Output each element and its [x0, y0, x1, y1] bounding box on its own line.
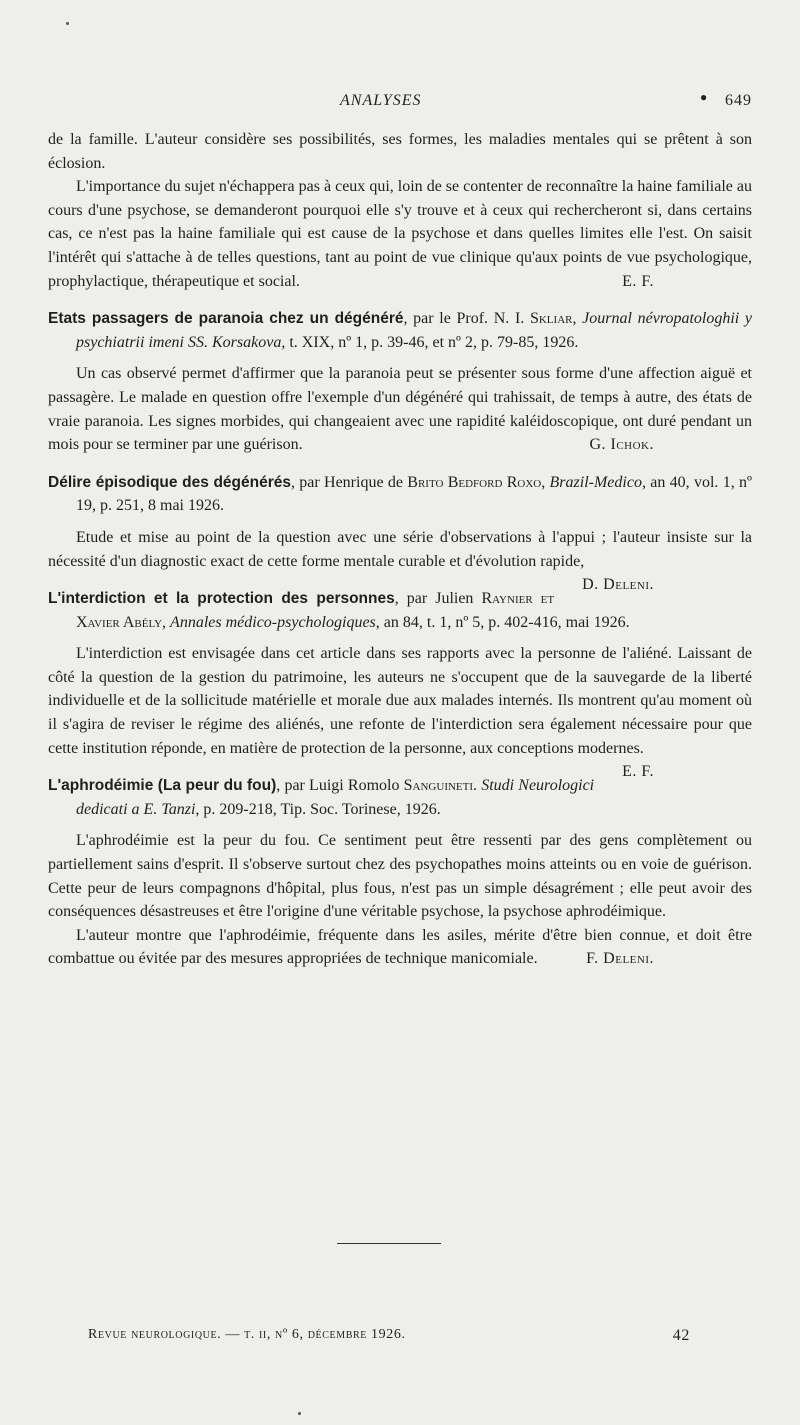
article-title: Etats passagers de paranoia chez un dégénéré: [48, 310, 404, 328]
reference-details: , an 40, vol. 1, nº 19, p. 251, 8 mai 1926.: [76, 473, 752, 515]
journal-name: Journal névropatologhii y psychiatrii imeni SS. Korsakova: [76, 310, 753, 351]
review-paragraph: [48, 642, 752, 781]
page-body: [48, 128, 752, 971]
review-entry: [48, 587, 752, 781]
article-title: L'aphrodéimie (La peur du fou): [48, 777, 277, 795]
end-rule: [337, 1243, 441, 1244]
journal-name: Studi Neurologici dedicati a E. Tanzi: [76, 777, 595, 818]
review-entry: [48, 774, 752, 971]
review-entries: [48, 307, 752, 971]
review-paragraph-text: Etude et mise au point de la question avec une série d'observations à l'appui ; l'auteur insiste sur la nécessité d'un diagnostic exact de cette forme mentale curable et d'évolution rapide,: [48, 528, 752, 570]
reviewer-signature: E. F.: [622, 763, 654, 781]
journal-name: Annales médico-psychologiques: [170, 613, 376, 631]
author-name: Brito Bedford Roxo: [407, 473, 542, 491]
ink-speck: [66, 22, 69, 25]
spacer: [48, 634, 752, 642]
reference-details: , p. 209-218, Tip. Soc. Torinese, 1926.: [195, 800, 441, 818]
author-name: Skliar: [529, 310, 573, 328]
reference-prefix: , par Henrique de: [290, 473, 408, 491]
reference-prefix: , par Julien: [394, 590, 482, 608]
intro-paragraph-2: [48, 175, 752, 293]
spacer: [48, 821, 752, 829]
footer-journal: Revue neurologique. — t. ii, nº 6, décembre 1926.: [88, 1327, 406, 1342]
ink-speck: [298, 1412, 301, 1415]
running-title: ANALYSES: [340, 92, 422, 109]
reference-details: , t. XIX, nº 1, p. 39-46, et nº 2, p. 79-85, 1926.: [281, 333, 579, 351]
page-number: 649: [725, 92, 752, 109]
reference-separator: .: [473, 777, 482, 795]
reference-separator: ,: [162, 613, 171, 631]
spacer: [48, 518, 752, 526]
intro-paragraph-2-text: L'importance du sujet n'échappera pas à ceux qui, loin de se contenter de reconnaître la haine familiale au cours d'une psychose, se demanderont pourquoi elle s'y trouve et à ceux qui rechercheront si, dans certains cas, ce n'est pas la haine familiale qui est cause de la psychose et dans quelles limites elle l'est. On saisit l'intérêt qui s'attache à de telles questions, tant au point de vue clinique qu'aux points de vue psychologique, prophylactique, thérapeutique et social.: [48, 178, 752, 290]
spacer: [48, 354, 752, 362]
intro-paragraph-1: de la famille. L'auteur considère ses possibilités, ses formes, les maladies mentales qui se prêtent à son éclosion.: [48, 131, 752, 172]
review-paragraph-text: Un cas observé permet d'affirmer que la paranoia peut se présenter sous forme d'une affection aiguë et passagère. Le malade en question offre l'exemple d'un dégénéré qui trahissait, de temps à autre, des états de vraie paranoia. Les signes morbides, qui changeaient avec une rapidité kaléidoscopique, ont duré pendant un mois pour se terminer par une guérison.: [48, 365, 752, 454]
reviewer-signature: F. Deleni.: [586, 950, 654, 968]
reference-details: , an 84, t. 1, nº 5, p. 402-416, mai 1926.: [375, 613, 630, 631]
reference-separator: ,: [572, 310, 583, 328]
journal-name: Brazil-Medico: [549, 473, 642, 491]
intro-signature: E. F.: [622, 272, 654, 290]
article-title: Délire épisodique des dégénérés: [48, 473, 291, 491]
review-paragraph: [48, 362, 752, 456]
article-title: L'interdiction et la protection des personnes: [48, 590, 395, 608]
review-paragraph: [48, 526, 752, 594]
reference-prefix: , par Luigi Romolo: [276, 777, 404, 795]
review-paragraph: [48, 829, 752, 923]
reference-separator: ,: [541, 473, 550, 491]
review-paragraph-text: L'auteur montre que l'aphrodéimie, fréquente dans les asiles, mérite d'être bien connue, et doit être combattue ou évitée par des mesures appropriées de technique manicomiale.: [48, 926, 752, 968]
review-paragraph-text: L'interdiction est envisagée dans cet article dans ses rapports avec la personne de l'aliéné. Laissant de côté la question de la gestion du patrimoine, les auteurs ne s'occupent que de la sauvegarde de la liberté individuelle et de la sollicitude matérielle et morale due aux malades internés. Ils montrent qu'au moment où il s'agira de reviser le régime des aliénés, une refonte de l'interdiction sera également nécessaire pour que cette institution réponde, en matière de protection de la personne, aux conceptions modernes.: [48, 645, 752, 757]
ink-dot: ●: [700, 90, 709, 104]
bibliographic-reference: [48, 471, 752, 518]
author-name: Sanguineti: [403, 777, 474, 795]
running-header: [48, 92, 752, 114]
review-paragraph-text: L'aphrodéimie est la peur du fou. Ce sentiment peut être ressenti par des gens complètement ou partiellement sains d'esprit. Il s'observe surtout chez des psychopathes moins atteints ou en voie de guérison. Cette peur de leurs compagnons d'hôpital, plus fous, n'est pas un simple désagrément ; elle peut avoir des conséquences désastreuses et être l'origine d'une véritable psychose, la psychose aphrodéimique.: [48, 832, 752, 921]
reviewer-signature: G. Ichok.: [589, 436, 654, 454]
reviewer-signature: D. Deleni.: [582, 576, 654, 594]
author-name: Raynier et Xavier Abély: [76, 590, 555, 631]
review-entry: [48, 307, 752, 457]
bibliographic-reference: [48, 307, 752, 354]
review-paragraph: [48, 924, 752, 971]
footer-sheet-number: 42: [672, 1327, 690, 1344]
reference-prefix: , par le Prof. N. I.: [403, 310, 530, 328]
review-entry: [48, 471, 752, 594]
page-footer: [88, 1327, 690, 1343]
